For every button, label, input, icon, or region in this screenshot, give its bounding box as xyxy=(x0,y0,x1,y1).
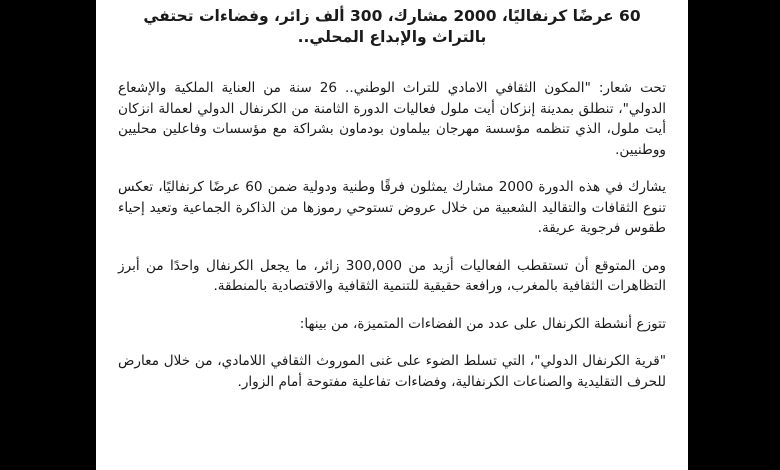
document-page xyxy=(96,0,688,470)
paragraph-3: ومن المتوقع أن تستقطب الفعاليات أزيد من 300,000 زائر، ما يجعل الكرنفال واحدًا من أبرز التظاهرات الثقافية بالمغرب، ورافعة حقيقية للتنمية الثقافية والاقتصادية بالمنطقة. xyxy=(118,257,666,294)
paragraph-1: تحت شعار: "المكون الثقافي الامادي للتراث الوطني.. 26 سنة من العناية الملكية والإشعاع الدولي"، تنطلق بمدينة إنزكان أيت ملول فعاليات الدورة الثامنة من الكرنفال الدولي لعمالة انزكان أيت ملول، الذي تنظمه مؤسسة مهرجان بيلماون بودماون بشراكة مع مؤسسات وفاعلين محليين ووطنيين. xyxy=(118,80,666,158)
headline-text: 60 عرضًا كرنفاليًا، 2000 مشارك، 300 ألف زائر، وفضاءات تحتفي بالتراث والإبداع المحلي.. xyxy=(143,7,641,46)
paragraph-4: تتوزع أنشطة الكرنفال على عدد من الفضاءات المتميزة، من بينها: xyxy=(299,315,666,332)
paragraph-2: يشارك في هذه الدورة 2000 مشارك يمثلون فرقًا وطنية ودولية ضمن 60 عرضًا كرنفاليًا، تعكس تنوع الثقافات والتقاليد الشعبية من خلال عروض تستوحي رموزها من الذاكرة الجماعية وتعيد إحياء طقوس فرجوية عريقة. xyxy=(118,179,666,236)
article-headline xyxy=(118,6,666,48)
article-body xyxy=(118,0,666,392)
paragraph-5: "قرية الكرنفال الدولي"، التي تسلط الضوء على غنى الموروث الثقافي اللامادي، من خلال معارض للحرف التقليدية والصناعات الكرنفالية، وفضاءات تفاعلية مفتوحة أمام الزوار. xyxy=(118,353,666,390)
